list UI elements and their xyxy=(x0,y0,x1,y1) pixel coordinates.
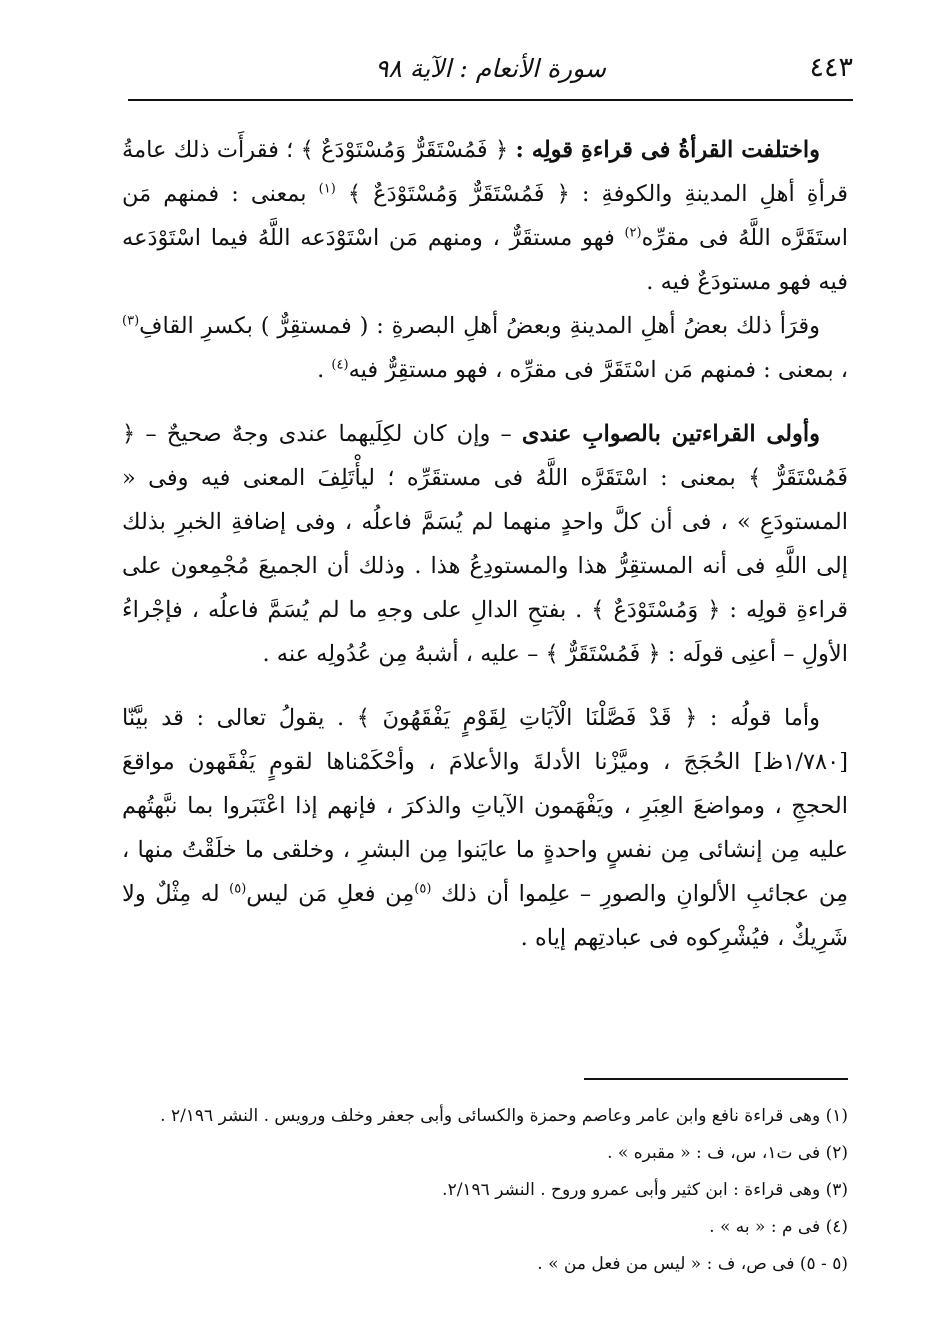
paragraph-2-text-b: ، بمعنى : فمنهم مَن اسْتَقَرَّ فى مقرِّه ، فهو مستقِرٌّ فيه xyxy=(348,357,848,383)
footnote-marker-5-close: (٥) xyxy=(229,881,247,897)
paragraph-gap xyxy=(122,392,848,412)
paragraph-3-lead: وأولى القراءتين بالصوابِ عندى xyxy=(521,421,820,447)
page-number: ٤٤٣ xyxy=(809,52,853,83)
paragraph-4-text-c: له مِثْلٌ ولا شَرِيكٌ ، فيُشْرِكوه فى عبادتِهم إياه . xyxy=(122,881,848,951)
paragraph-4-text-b: مِن فعلِ مَن ليس xyxy=(246,881,415,907)
main-text xyxy=(122,128,848,960)
footnote-marker-1: (١) xyxy=(318,181,336,197)
paragraph-3 xyxy=(122,412,848,676)
paragraph-1 xyxy=(122,128,848,304)
footnote-item: (٥ - ٥) فى ص، ف : « ليس من فعل من » . xyxy=(537,1254,848,1274)
header-divider xyxy=(128,99,853,101)
paragraph-2 xyxy=(122,304,848,392)
paragraph-1-text-a: ﴿ فَمُسْتَقَرٌّ وَمُسْتَوْدَعٌ ﴾ ؛ فقرأَت ذلك عامةُ قرأةِ أهلِ المدينةِ والكوفةِ : ﴿ فَمُسْتَقَرٌّ وَمُسْتَوْدَعٌ ﴾ xyxy=(122,137,849,207)
page-header xyxy=(128,48,853,88)
paragraph-4 xyxy=(122,696,848,960)
paragraph-1-text-b: بمعنى : فمنهم مَن استَقَرَّه اللَّهُ فى مقرِّه xyxy=(122,181,848,251)
paragraph-1-lead: واختلفت القرأةُ فى قراءةِ قولِه : xyxy=(515,137,820,163)
footnote-item: (١) وهى قراءة نافع وابن عامر وعاصم وحمزة والكسائى وأبى جعفر وخلف ورويس . النشر ٢/١٩٦ . xyxy=(160,1106,848,1126)
paragraph-2-text-c: . xyxy=(317,357,325,383)
footnotes xyxy=(122,1098,848,1283)
paragraph-gap xyxy=(122,676,848,696)
footnote-marker-2: (٢) xyxy=(624,225,642,241)
running-title: سورة الأنعام : الآية ٩٨ xyxy=(375,54,606,83)
footnote-marker-4: (٤) xyxy=(331,357,349,373)
paragraph-1-text-c: فهو مستقَرٌّ ، ومنهم مَن اسْتَوْدَعه اللَّهُ فيما اسْتَوْدَعه فيه فهو مستودَعٌ فيه . xyxy=(122,225,848,295)
footnote-item: (٤) فى م : « به » . xyxy=(709,1217,848,1237)
footnote-marker-3: (٣) xyxy=(122,313,140,329)
paragraph-3-text: – وإن كان لكِلَيهما عندى وجهٌ صحيحٌ – ﴿ فَمُسْتَقَرٌّ ﴾ بمعنى : اسْتَقَرَّه اللَّهُ فى مستقَرِّه ؛ ليأْتَلِفَ المعنى فيه وفى « المستودَعِ » ، فى أن كلَّ واحدٍ منهما لم يُسَمَّ فاعلُه ، وفى إضافةِ الخبرِ بذلك إلى اللَّهِ فى أنه المستقِرُّ هذا والمستودِعُ هذا . وذلك أن الجميعَ مُجْمِعون على قراءةِ قولِه : ﴿ وَمُسْتَوْدَعٌ ﴾ . بفتحِ الدالِ على وجهِ ما لم يُسَمَّ فاعلُه ، فإجْراءُ الأولِ – أعنِى قولَه : ﴿ فَمُسْتَقَرٌّ ﴾ – عليه ، أشبهُ مِن عُدُولِه عنه . xyxy=(122,421,848,667)
footnote-item: (٣) وهى قراءة : ابن كثير وأبى عمرو وروح . النشر ٢/١٩٦. xyxy=(442,1180,848,1200)
footnote-marker-5-open: (٥) xyxy=(414,881,432,897)
footnote-divider xyxy=(584,1078,848,1080)
paragraph-4-text-a: وأما قولُه : ﴿ قَدْ فَصَّلْنَا الْآيَاتِ لِقَوْمٍ يَفْقَهُونَ ﴾ . يقولُ تعالى : قد بيَّنّا [١/٧٨٠ظ] الحُجَجَ ، وميَّزْنا الأدلةَ والأعلامَ ، وأحْكَمْناها لقومٍ يَفْقَهون مواقعَ الحججِ ، ومواضعَ العِبَرِ ، ويَفْهَمون الآياتِ والذكرَ ، فإنهم إذا اعْتَبَروا بما نبَّهتُهم عليه مِن إنشائى مِن نفسٍ واحدةٍ ما عايَنوا مِن البشرِ ، وخلقى ما خلَقْتُ منها ، مِن عجائبِ الألوانِ والصورِ – علِموا أن ذلك xyxy=(122,705,848,907)
footnote-item: (٢) فى ت١، س، ف : « مقبره » . xyxy=(607,1143,848,1163)
paragraph-2-text-a: وقرَأ ذلك بعضُ أهلِ المدينةِ وبعضُ أهلِ البصرةِ : ( فمستقِرٌّ ) بكسرِ القافِ xyxy=(139,313,820,339)
